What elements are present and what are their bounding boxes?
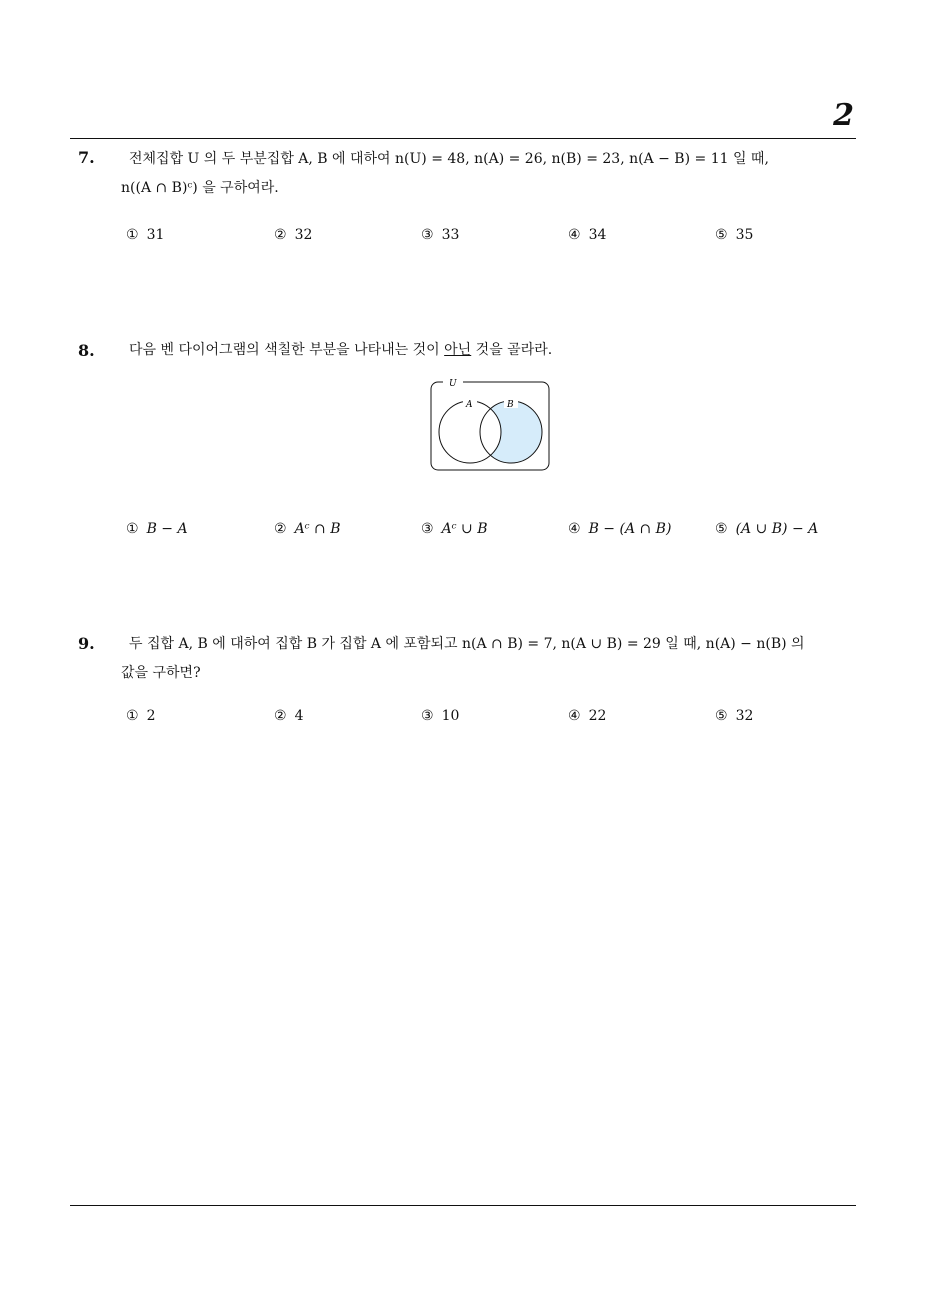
question-8-line-1: 다음 벤 다이어그램의 색칠한 부분을 나타내는 것이 아닌 것을 골라라. <box>129 342 553 358</box>
question-7-choice-1[interactable]: ① 31 <box>126 227 165 243</box>
header-rule <box>70 138 856 139</box>
set-b-label: B <box>507 400 514 410</box>
question-8-choice-5[interactable]: ⑤ (A ∪ B) − A <box>715 521 819 537</box>
question-7-line-1: 전체집합 U 의 두 부분집합 A, B 에 대하여 n(U) = 48, n(A) = 26, n(B) = 23, n(A − B) = 11 일 때, <box>129 151 769 167</box>
footer-rule <box>70 1205 856 1206</box>
question-7-choice-5[interactable]: ⑤ 35 <box>715 227 754 243</box>
question-9-text <box>121 630 859 688</box>
question-9-line-2: 값을 구하면? <box>121 665 201 681</box>
venn-diagram <box>429 376 553 474</box>
underlined-word: 아닌 <box>444 342 472 358</box>
question-9-line-1: 두 집합 A, B 에 대하여 집합 B 가 집합 A 에 포함되고 n(A ∩ B) = 7, n(A ∪ B) = 29 일 때, n(A) − n(B) 의 <box>129 636 805 652</box>
question-8-choice-1[interactable]: ① B − A <box>126 521 188 537</box>
question-7-choice-3[interactable]: ③ 33 <box>421 227 460 243</box>
question-8-choice-2[interactable]: ② Aᶜ ∩ B <box>274 521 341 537</box>
question-9-choice-3[interactable]: ③ 10 <box>421 708 460 724</box>
question-8-number: 8. <box>78 341 95 360</box>
question-7-text <box>121 145 859 203</box>
page-number: 2 <box>833 98 854 133</box>
question-8-choices <box>126 521 861 543</box>
question-7-line-2: n((A ∩ B)ᶜ) 을 구하여라. <box>121 180 279 196</box>
question-9-choice-1[interactable]: ① 2 <box>126 708 156 724</box>
question-8-text <box>121 336 859 365</box>
question-9-number: 9. <box>78 634 95 653</box>
universe-label: U <box>449 379 457 389</box>
question-9-choices <box>126 708 861 730</box>
question-7-choices <box>126 227 861 249</box>
question-8-choice-4[interactable]: ④ B − (A ∩ B) <box>568 521 672 537</box>
question-7-number: 7. <box>78 148 95 167</box>
set-a-label: A <box>466 400 473 410</box>
question-7-choice-2[interactable]: ② 32 <box>274 227 313 243</box>
question-9-choice-2[interactable]: ② 4 <box>274 708 304 724</box>
question-8-choice-3[interactable]: ③ Aᶜ ∪ B <box>421 521 488 537</box>
question-9-choice-4[interactable]: ④ 22 <box>568 708 607 724</box>
question-9-choice-5[interactable]: ⑤ 32 <box>715 708 754 724</box>
question-7-choice-4[interactable]: ④ 34 <box>568 227 607 243</box>
